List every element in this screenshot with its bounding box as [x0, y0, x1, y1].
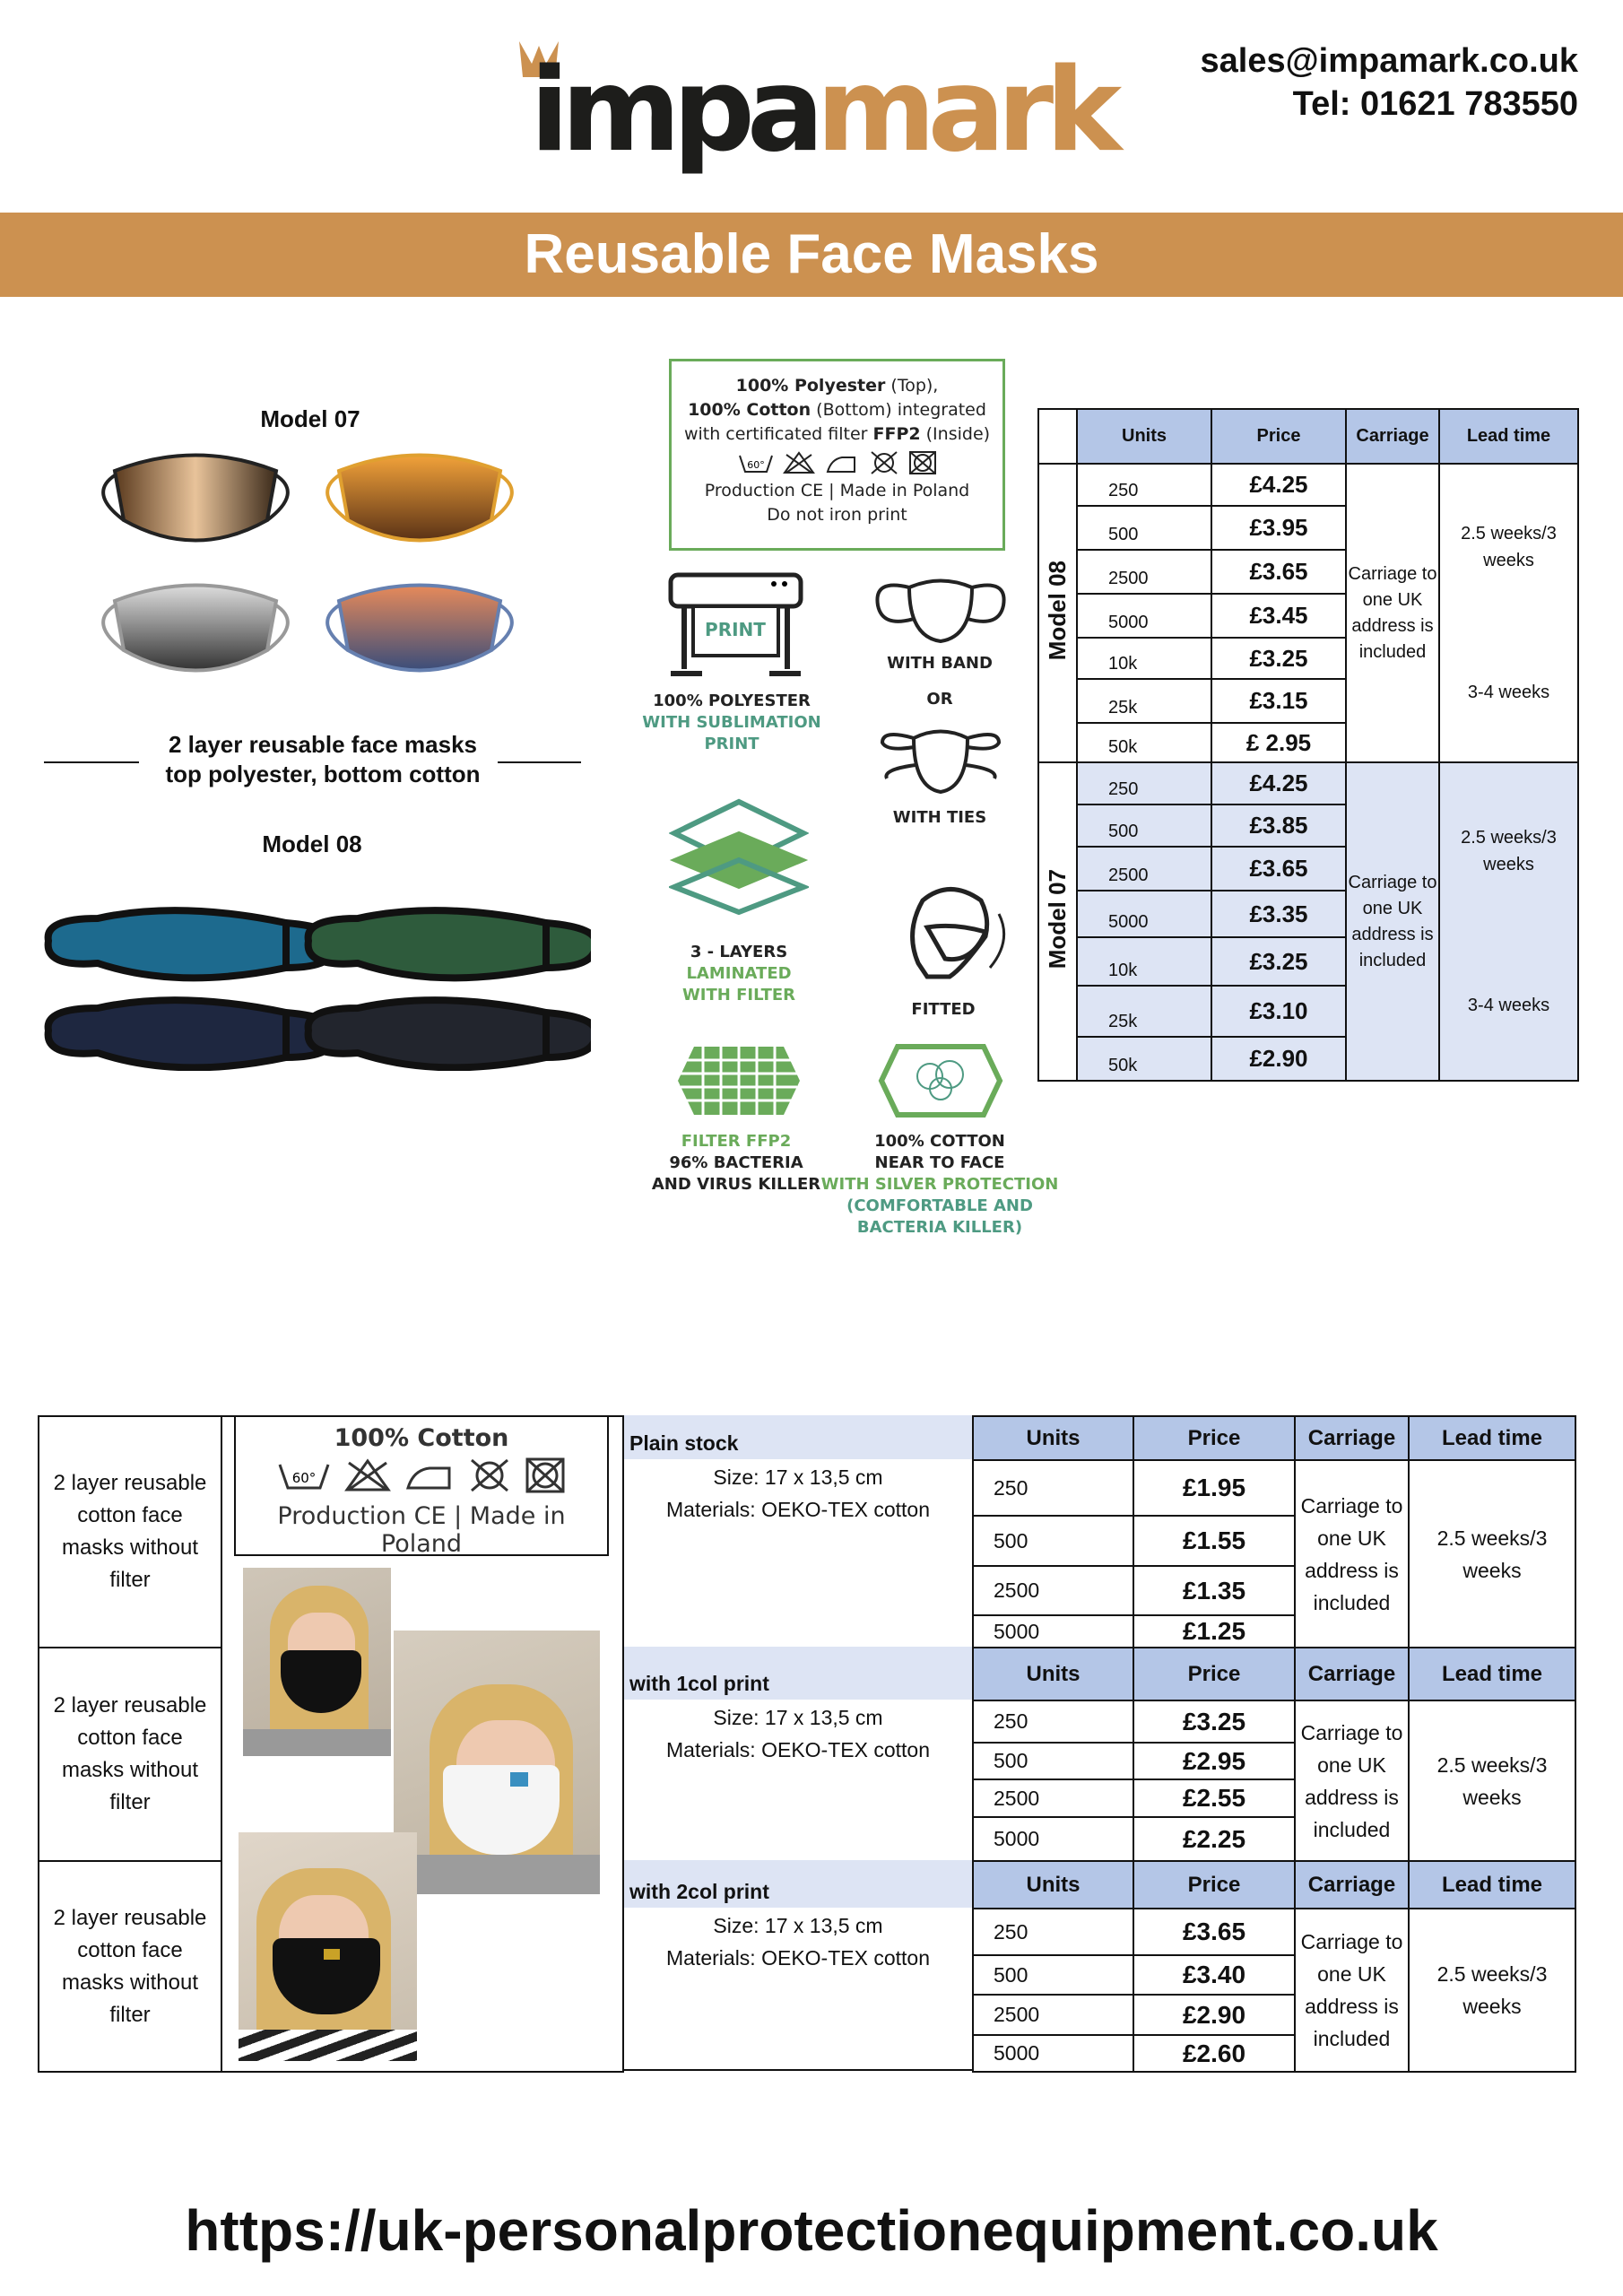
price-cell: £3.65 [1211, 847, 1346, 891]
units-cell: 250 [973, 1460, 1133, 1516]
model07-mask-images [88, 439, 536, 695]
price-table [972, 1860, 1576, 2073]
units-cell: 2500 [1077, 550, 1211, 594]
material-label-box: 100% Polyester (Top), 100% Cotton (Bottom) integrated with certificated filter FFP2 (Inside) 60° Production CE | Made in Poland Do not iron print [669, 359, 1005, 551]
header-units: Units [973, 1416, 1133, 1460]
header-price: Price [1211, 409, 1346, 464]
svg-text:60°: 60° [291, 1470, 317, 1486]
units-cell: 5000 [1077, 891, 1211, 937]
section-title: Plain stock [624, 1415, 972, 1459]
impamark-logo [512, 37, 1115, 178]
caption-line-2: top polyester, bottom cotton [165, 761, 481, 787]
price-cell: £3.85 [1211, 804, 1346, 847]
carriage-cell: Carriage to one UK address is included [1346, 464, 1439, 762]
size-text: Size: 17 x 13,5 cm [713, 1706, 883, 1729]
no-tumble-dry-icon [525, 1457, 566, 1494]
units-cell: 5000 [973, 1615, 1133, 1648]
header-units: Units [973, 1861, 1133, 1909]
header-price: Price [1133, 1861, 1295, 1909]
materials-text: Materials: OEKO-TEX cotton [666, 1498, 930, 1521]
iron-note: Do not iron print [767, 505, 907, 525]
price-cell: £3.45 [1211, 594, 1346, 638]
carriage-cell: Carriage to one UK address is included [1295, 1909, 1409, 2072]
logo-text-accent: mark [816, 44, 1115, 178]
units-cell: 2500 [973, 1995, 1133, 2035]
wash-icon [738, 450, 774, 475]
photo-black-print-mask [239, 1832, 417, 2061]
price-table [972, 1647, 1576, 1862]
header-price: Price [1133, 1416, 1295, 1460]
no-tumble-dry-icon [908, 450, 937, 475]
table-row [973, 1909, 1575, 1955]
cotton-label-box: 100% Cotton 60° Production CE | Made in Poland [234, 1415, 609, 1556]
with-ties-label: WITH TIES [892, 808, 987, 827]
table-row [973, 1460, 1575, 1516]
care-symbols [236, 1452, 607, 1499]
no-dryclean-icon [869, 450, 899, 475]
size-text: Size: 17 x 13,5 cm [713, 1914, 883, 1937]
or-label: OR [926, 690, 953, 709]
iron-icon [404, 1457, 455, 1493]
header-lead-time: Lead time [1439, 409, 1578, 464]
website-url[interactable]: https://uk-personalprotectionequipment.co.uk [185, 2198, 1438, 2263]
section-title: with 1col print [624, 1647, 972, 1700]
mask-image [103, 456, 288, 541]
units-cell: 250 [1077, 762, 1211, 804]
photo-black-mask [243, 1568, 391, 1756]
lead-time-cell: 2.5 weeks/3 weeks [1409, 1460, 1575, 1648]
section-title: with 2col print [624, 1860, 972, 1908]
email-link[interactable]: sales@impamark.co.uk [1200, 42, 1578, 80]
units-cell: 50k [1077, 723, 1211, 762]
units-cell: 500 [973, 1743, 1133, 1779]
product-caption [143, 730, 502, 789]
price-cell: £3.65 [1133, 1909, 1295, 1955]
price-cell: £2.55 [1133, 1779, 1295, 1817]
units-cell: 500 [973, 1516, 1133, 1566]
header-lead-time: Lead time [1409, 1861, 1575, 1909]
divider [44, 761, 139, 763]
header-lead-time: Lead time [1409, 1416, 1575, 1460]
units-cell: 10k [1077, 937, 1211, 986]
price-cell: £4.25 [1211, 762, 1346, 804]
mask-with-band-icon [873, 574, 1008, 646]
units-cell: 2500 [973, 1566, 1133, 1615]
model-price-table [1037, 408, 1579, 1082]
price-cell: £2.90 [1133, 1995, 1295, 2035]
units-cell: 50k [1077, 1037, 1211, 1081]
units-cell: 5000 [1077, 594, 1211, 638]
price-cell: £4.25 [1211, 464, 1346, 506]
header-carriage: Carriage [1346, 409, 1439, 464]
no-dryclean-icon [467, 1457, 512, 1493]
svg-text:60°: 60° [746, 459, 765, 471]
layers-icon [669, 797, 809, 915]
header-carriage: Carriage [1295, 1648, 1409, 1700]
price-cell: £3.25 [1211, 937, 1346, 986]
price-cell: £3.10 [1211, 986, 1346, 1037]
price-table [972, 1415, 1576, 1648]
units-cell: 5000 [973, 1817, 1133, 1861]
model-label-cell: Model 07 [1038, 762, 1077, 1081]
size-text: Size: 17 x 13,5 cm [713, 1465, 883, 1489]
caption-line-1: 2 layer reusable face masks [168, 731, 478, 758]
logo-text-dark: impa [530, 44, 817, 178]
price-cell: £3.35 [1211, 891, 1346, 937]
header-lead-time: Lead time [1409, 1648, 1575, 1700]
header-units: Units [1077, 409, 1211, 464]
units-cell: 25k [1077, 679, 1211, 723]
units-cell: 2500 [973, 1779, 1133, 1817]
fitted-icon [900, 878, 1010, 988]
production-text: Production CE | Made in Poland [704, 481, 970, 500]
price-section [622, 1860, 1575, 2071]
price-cell: £3.15 [1211, 679, 1346, 723]
price-section [622, 1415, 1575, 1647]
lead-time-cell: 2.5 weeks/3 weeks 3-4 weeks [1439, 464, 1578, 762]
table-row [1038, 464, 1578, 506]
cotton-icon [878, 1042, 1003, 1119]
printer-icon [666, 570, 805, 681]
price-section [622, 1647, 1575, 1860]
units-cell: 10k [1077, 638, 1211, 679]
price-cell: £3.65 [1211, 550, 1346, 594]
wash-icon [277, 1457, 331, 1493]
table-row [973, 1700, 1575, 1743]
photo-white-mask [394, 1631, 600, 1894]
divider [498, 761, 581, 763]
mask-with-ties-icon [878, 725, 1003, 798]
units-cell: 250 [1077, 464, 1211, 506]
header-carriage: Carriage [1295, 1861, 1409, 1909]
units-cell: 2500 [1077, 847, 1211, 891]
lead-time-cell: 2.5 weeks/3 weeks [1409, 1700, 1575, 1861]
model08-label: Model 08 [262, 831, 362, 857]
fitted-label: FITTED [911, 1000, 976, 1019]
header-units: Units [973, 1648, 1133, 1700]
header-price: Price [1133, 1648, 1295, 1700]
units-cell: 500 [973, 1955, 1133, 1995]
price-cell: £2.25 [1133, 1817, 1295, 1861]
price-cell: £ 2.95 [1211, 723, 1346, 762]
lead-time-cell: 2.5 weeks/3 weeks 3-4 weeks [1439, 762, 1578, 1081]
price-cell: £1.55 [1133, 1516, 1295, 1566]
page-title: Reusable Face Masks [0, 213, 1623, 297]
no-bleach-icon [783, 450, 815, 475]
carriage-cell: Carriage to one UK address is included [1346, 762, 1439, 1081]
price-cell: £1.25 [1133, 1615, 1295, 1648]
price-cell: £3.40 [1133, 1955, 1295, 1995]
price-cell: £2.90 [1211, 1037, 1346, 1081]
phone-number: Tel: 01621 783550 [1292, 85, 1578, 123]
price-cell: £3.25 [1211, 638, 1346, 679]
mask-image [48, 910, 336, 978]
table-row [1038, 762, 1578, 804]
model-label-cell: Model 08 [1038, 464, 1077, 762]
contact-info [1201, 39, 1579, 126]
iron-icon [824, 450, 860, 475]
price-cell: £3.25 [1133, 1700, 1295, 1743]
units-cell: 500 [1077, 804, 1211, 847]
units-cell: 25k [1077, 986, 1211, 1037]
with-band-label: WITH BAND [887, 654, 993, 673]
price-cell: £1.95 [1133, 1460, 1295, 1516]
units-cell: 5000 [973, 2035, 1133, 2072]
product-description: 2 layer reusable cotton face masks without filter [38, 1647, 222, 1862]
materials-text: Materials: OEKO-TEX cotton [666, 1738, 930, 1761]
carriage-cell: Carriage to one UK address is included [1295, 1700, 1409, 1861]
svg-text:PRINT: PRINT [705, 619, 766, 640]
care-symbols [672, 447, 1002, 479]
materials-text: Materials: OEKO-TEX cotton [666, 1946, 930, 1970]
price-cell: £3.95 [1211, 506, 1346, 550]
price-cell: £2.60 [1133, 2035, 1295, 2072]
no-bleach-icon [343, 1457, 392, 1493]
model07-label: Model 07 [260, 405, 360, 432]
units-cell: 250 [973, 1909, 1133, 1955]
units-cell: 500 [1077, 506, 1211, 550]
carriage-cell: Carriage to one UK address is included [1295, 1460, 1409, 1648]
product-description: 2 layer reusable cotton face masks without filter [38, 1415, 222, 1648]
filter-icon [676, 1042, 802, 1119]
product-description: 2 layer reusable cotton face masks without filter [38, 1860, 222, 2073]
units-cell: 250 [973, 1700, 1133, 1743]
lead-time-cell: 2.5 weeks/3 weeks [1409, 1909, 1575, 2072]
price-cell: £1.35 [1133, 1566, 1295, 1615]
model08-mask-images [44, 900, 591, 1071]
price-cell: £2.95 [1133, 1743, 1295, 1779]
header-carriage: Carriage [1295, 1416, 1409, 1460]
